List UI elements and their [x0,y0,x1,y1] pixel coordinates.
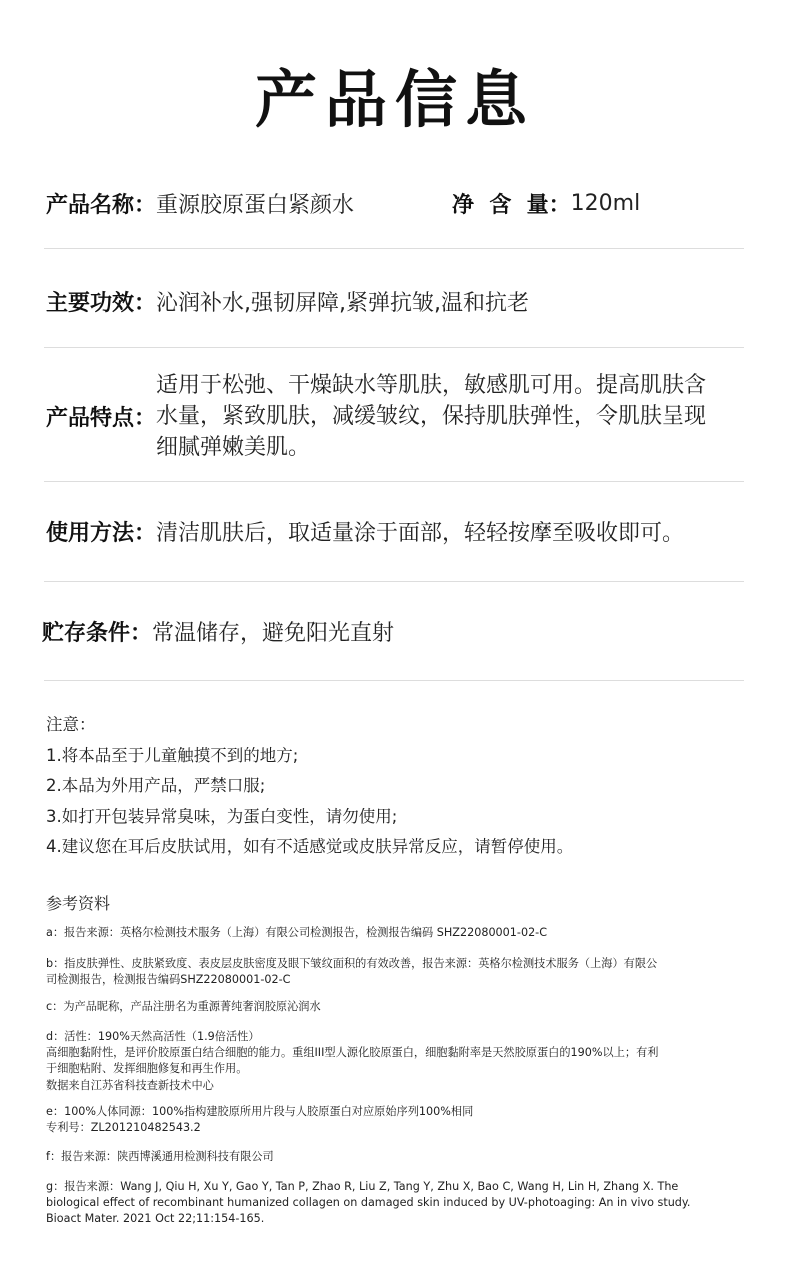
net-content-label: 净 含 量： [452,192,571,218]
features-line: 水量，紧致肌肤，减缓皱纹，保持肌肤弹性，令肌肤呈现 [156,403,707,429]
reference-line: 高细胞黏附性，是评价胶原蛋白结合细胞的能力。重组III型人源化胶原蛋白，细胞黏附率是天然胶原蛋白的190%以上；有利 [46,1046,659,1060]
reference-g [46,1179,746,1228]
notice-item: 3.如打开包装异常臭味，为蛋白变性，请勿使用; [46,806,398,826]
notice-item: 1.将本品至于儿童触摸不到的地方; [46,745,299,765]
product-name-value: 重源胶原蛋白紧颜水 [156,192,355,218]
reference-line: 专利号：ZL201210482543.2 [46,1121,201,1135]
divider [44,481,744,482]
net-content-value: 120ml [570,190,641,216]
reference-line: 数据来自江苏省科技查新技术中心 [46,1078,214,1092]
notice-item: 4.建议您在耳后皮肤试用，如有不适感觉或皮肤异常反应，请暂停使用。 [46,837,574,856]
features-row [46,368,746,464]
reference-a [46,925,746,941]
product-name-label: 产品名称： [46,192,157,218]
reference-f [46,1149,746,1165]
reference-b [46,956,746,988]
reference-line: b：指皮肤弹性、皮肤紧致度、表皮层皮肤密度及眼下皱纹面积的有效改善，报告来源：英格尔检测技术服务（上海）有限公 [46,957,658,970]
reference-c [46,999,746,1015]
usage-row [46,514,746,548]
reference-line: f：报告来源：陕西博溪通用检测科技有限公司 [46,1150,274,1163]
storage-value: 常温储存，避免阳光直射 [152,620,395,646]
efficacy-row [46,284,746,318]
notice-section [46,710,746,863]
reference-line: e：100%人体同源：100%指构建胶原所用片段与人胶原蛋白对应原始序列100%相同 [46,1105,474,1118]
product-name-row [46,186,746,220]
divider [44,680,744,681]
reference-line: g：报告来源：Wang J, Qiu H, Xu Y, Gao Y, Tan P, Zhao R, Liu Z, Tang Y, Zhu X, Bao C, Wang H, Lin H, Zhang X. The [46,1180,679,1193]
references-title: 参考资料 [46,894,111,913]
divider [44,248,744,249]
reference-line: biological effect of recombinant humanized collagen on damaged skin induced by UV-photoaging: An in vivo study. [46,1196,691,1210]
reference-d [46,1029,746,1094]
features-line: 细腻弹嫩美肌。 [156,434,311,460]
reference-line: 于细胞粘附、发挥细胞修复和再生作用。 [46,1062,248,1076]
notice-title: 注意： [46,715,96,734]
efficacy-value: 沁润补水,强韧屏障,紧弹抗皱,温和抗老 [156,290,529,316]
divider [44,581,744,582]
reference-e [46,1104,746,1136]
notice-item: 2.本品为外用产品，严禁口服; [46,776,266,795]
reference-line: a：报告来源：英格尔检测技术服务（上海）有限公司检测报告，检测报告编码 SHZ22080001-02-C [46,926,548,939]
storage-row [42,614,742,648]
divider [44,347,744,348]
reference-line: d：活性：190%天然高活性（1.9倍活性） [46,1030,260,1043]
reference-line: 司检测报告，检测报告编码SHZ22080001-02-C [46,973,291,987]
features-value [156,370,726,463]
page-title: 产品信息 [254,63,535,136]
features-label: 产品特点： [46,405,157,431]
reference-line: Bioact Mater. 2021 Oct 22;11:154-165. [46,1212,265,1226]
efficacy-label: 主要功效： [46,290,157,316]
features-line: 适用于松弛、干燥缺水等肌肤，敏感肌可用。提高肌肤含 [156,372,707,398]
usage-label: 使用方法： [46,520,157,546]
reference-line: c：为产品昵称，产品注册名为重源菁纯奢润胶原沁润水 [46,1000,321,1013]
storage-label: 贮存条件： [42,620,153,646]
usage-value: 清洁肌肤后，取适量涂于面部，轻轻按摩至吸收即可。 [156,520,685,546]
